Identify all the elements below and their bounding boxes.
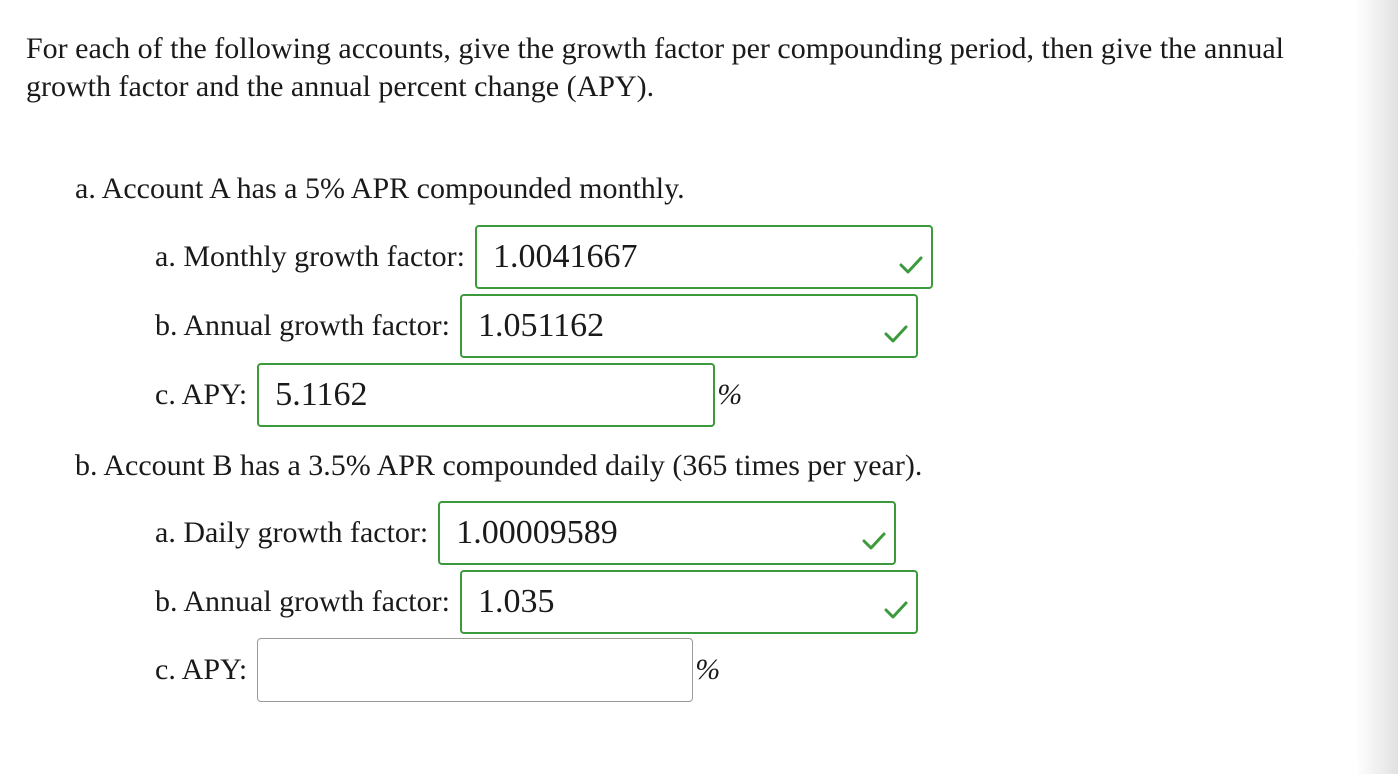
check-icon [884,600,908,620]
part-b-daily-value: 1.00009589 [456,514,618,551]
part-a-annual-label: b. Annual growth factor: [155,309,450,342]
part-a-apy-label: c. APY: [155,378,248,411]
check-icon [862,531,886,551]
part-a-annual-row [155,294,918,358]
part-a-monthly-row [155,225,933,289]
part-a-apy-input[interactable] [257,363,715,427]
part-b-apy-input[interactable] [257,638,693,702]
part-a-apy-row [155,363,742,427]
part-a-monthly-label: a. Monthly growth factor: [155,240,465,273]
part-b-prompt: b. Account B has a 3.5% APR compounded daily (365 times per year). [75,449,923,482]
part-b-annual-row [155,570,918,634]
page-edge-shadow [1356,0,1398,774]
check-icon [899,255,923,275]
part-a-monthly-value: 1.0041667 [492,238,638,275]
part-b-apy-row [155,638,720,702]
part-a-apy-percent-suffix: % [717,378,743,411]
part-b-annual-value: 1.035 [477,583,555,620]
question-intro: For each of the following accounts, give the growth factor per compounding period, then give the annual growth factor and the annual percent change (APY). [26,32,1284,103]
part-a-annual-value: 1.051162 [477,307,605,344]
part-a-annual-input[interactable] [460,294,918,358]
part-b-daily-label: a. Daily growth factor: [155,516,429,549]
part-a-prompt: a. Account A has a 5% APR compounded monthly. [75,172,685,205]
part-b-apy-label: c. APY: [155,653,248,686]
part-b-annual-label: b. Annual growth factor: [155,585,450,618]
part-b-apy-percent-suffix: % [695,653,721,686]
part-a-apy-value: 5.1162 [275,376,368,413]
part-a-monthly-input[interactable] [475,225,933,289]
part-b-daily-input[interactable] [438,501,896,565]
part-b-annual-input[interactable] [460,570,918,634]
check-icon [884,324,908,344]
part-b-daily-row [155,501,896,565]
